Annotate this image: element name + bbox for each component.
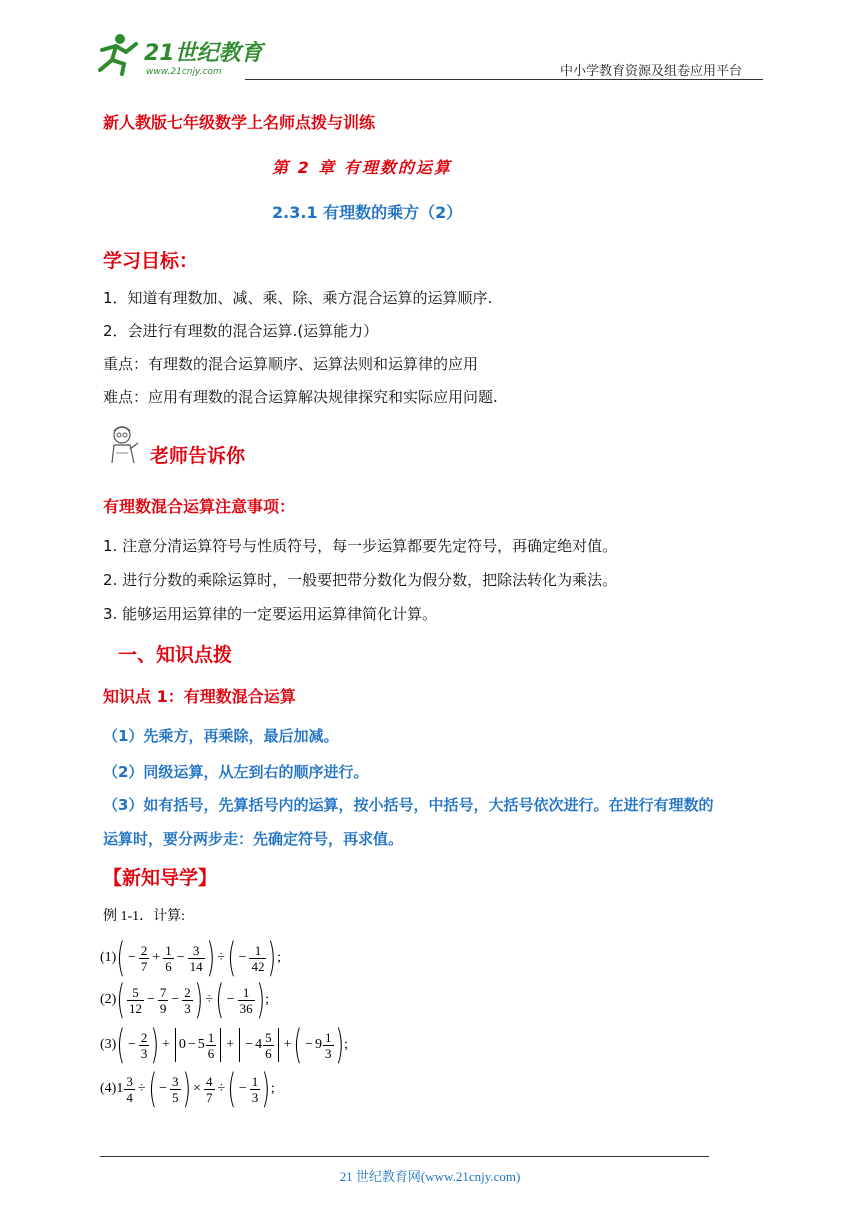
chapter-title: 第 2 章 有理数的运算: [272, 158, 452, 177]
teacher-icon: [106, 423, 140, 465]
rule-item: （2）同级运算，从左到右的顺序进行。: [103, 763, 369, 781]
expression-label: (3): [100, 1037, 117, 1052]
expression-4: (4) 1 $\frac{3}{4}$ ÷ ( − $\frac{3}{5}$ ) × $\frac{4}{7}$ ÷ ( − $\frac{1}{3}$ ) ;: [100, 1066, 275, 1112]
logo-url: www.21cnjy.com: [146, 67, 222, 77]
difficult-point: 难点：应用有理数的混合运算解决规律探究和实际应用问题.: [103, 388, 498, 406]
example-title: 例 1-1．计算:: [103, 909, 186, 924]
expression-label: (2): [100, 992, 117, 1007]
goal-item: 1．知道有理数加、减、乘、除、乘方混合运算的运算顺序.: [103, 289, 493, 307]
expression-3: (3) ( − $\frac{2}{3}$ ) + 0 − 5 $\frac{1}{6}$ + − 4 $\frac{5}{6}$ + ( − 9 $\frac{1}{3}$ ) ;: [100, 1022, 348, 1068]
expression-label: (1): [100, 950, 117, 965]
section-title: 2.3.1 有理数的乘方（2）: [272, 203, 463, 222]
goal-item: 2．会进行有理数的混合运算.(运算能力）: [103, 322, 379, 340]
expression-1: (1) ( − $\frac{2}{7}$ + $\frac{1}{6}$ − $\frac{3}{14}$ ) ÷ ( − $\frac{1}{42}$ ) ;: [100, 935, 281, 981]
notice-item: 3. 能够运用运算律的一定要运用运算律简化计算。: [103, 605, 438, 623]
rule-item: （1）先乘方，再乘除，最后加减。: [103, 727, 339, 745]
section-heading: 一、知识点拨: [118, 644, 233, 666]
site-logo: [94, 30, 269, 78]
footer-divider: [100, 1156, 709, 1157]
knowledge-point-title: 知识点 1：有理数混合运算: [103, 687, 296, 706]
xinzhi-heading: 【新知导学】: [103, 867, 218, 889]
expression-2: (2) ( $\frac{5}{12}$ − $\frac{7}{9}$ − $\frac{2}{3}$ ) ÷ ( − $\frac{1}{36}$ ) ;: [100, 977, 270, 1023]
notice-item: 1. 注意分清运算符号与性质符号，每一步运算都要先定符号，再确定绝对值。: [103, 537, 618, 555]
footer-text: 21 世纪教育网(www.21cnjy.com): [339, 1169, 521, 1184]
rule-item: 运算时，要分两步走：先确定符号，再求值。: [103, 830, 404, 848]
notice-title: 有理数混合运算注意事项：: [103, 497, 296, 516]
key-point: 重点：有理数的混合运算顺序、运算法则和运算律的应用: [103, 355, 479, 373]
runner-logo-icon: [100, 34, 136, 74]
rule-item: （3）如有括号，先算括号内的运算，按小括号，中括号，大括号依次进行。在进行有理数的: [103, 796, 714, 814]
notice-item: 2. 进行分数的乘除运算时，一般要把带分数化为假分数，把除法转化为乘法。: [103, 571, 618, 589]
goals-heading: 学习目标：: [103, 250, 199, 272]
teacher-tip-heading: 老师告诉你: [150, 445, 246, 467]
expression-label: (4): [100, 1081, 117, 1096]
header-divider: [245, 79, 763, 80]
series-title: 新人教版七年级数学上名师点拨与训练: [103, 113, 376, 132]
logo-text: 21世纪教育: [144, 41, 263, 66]
platform-name: 中小学教育资源及组卷应用平台: [560, 64, 743, 79]
